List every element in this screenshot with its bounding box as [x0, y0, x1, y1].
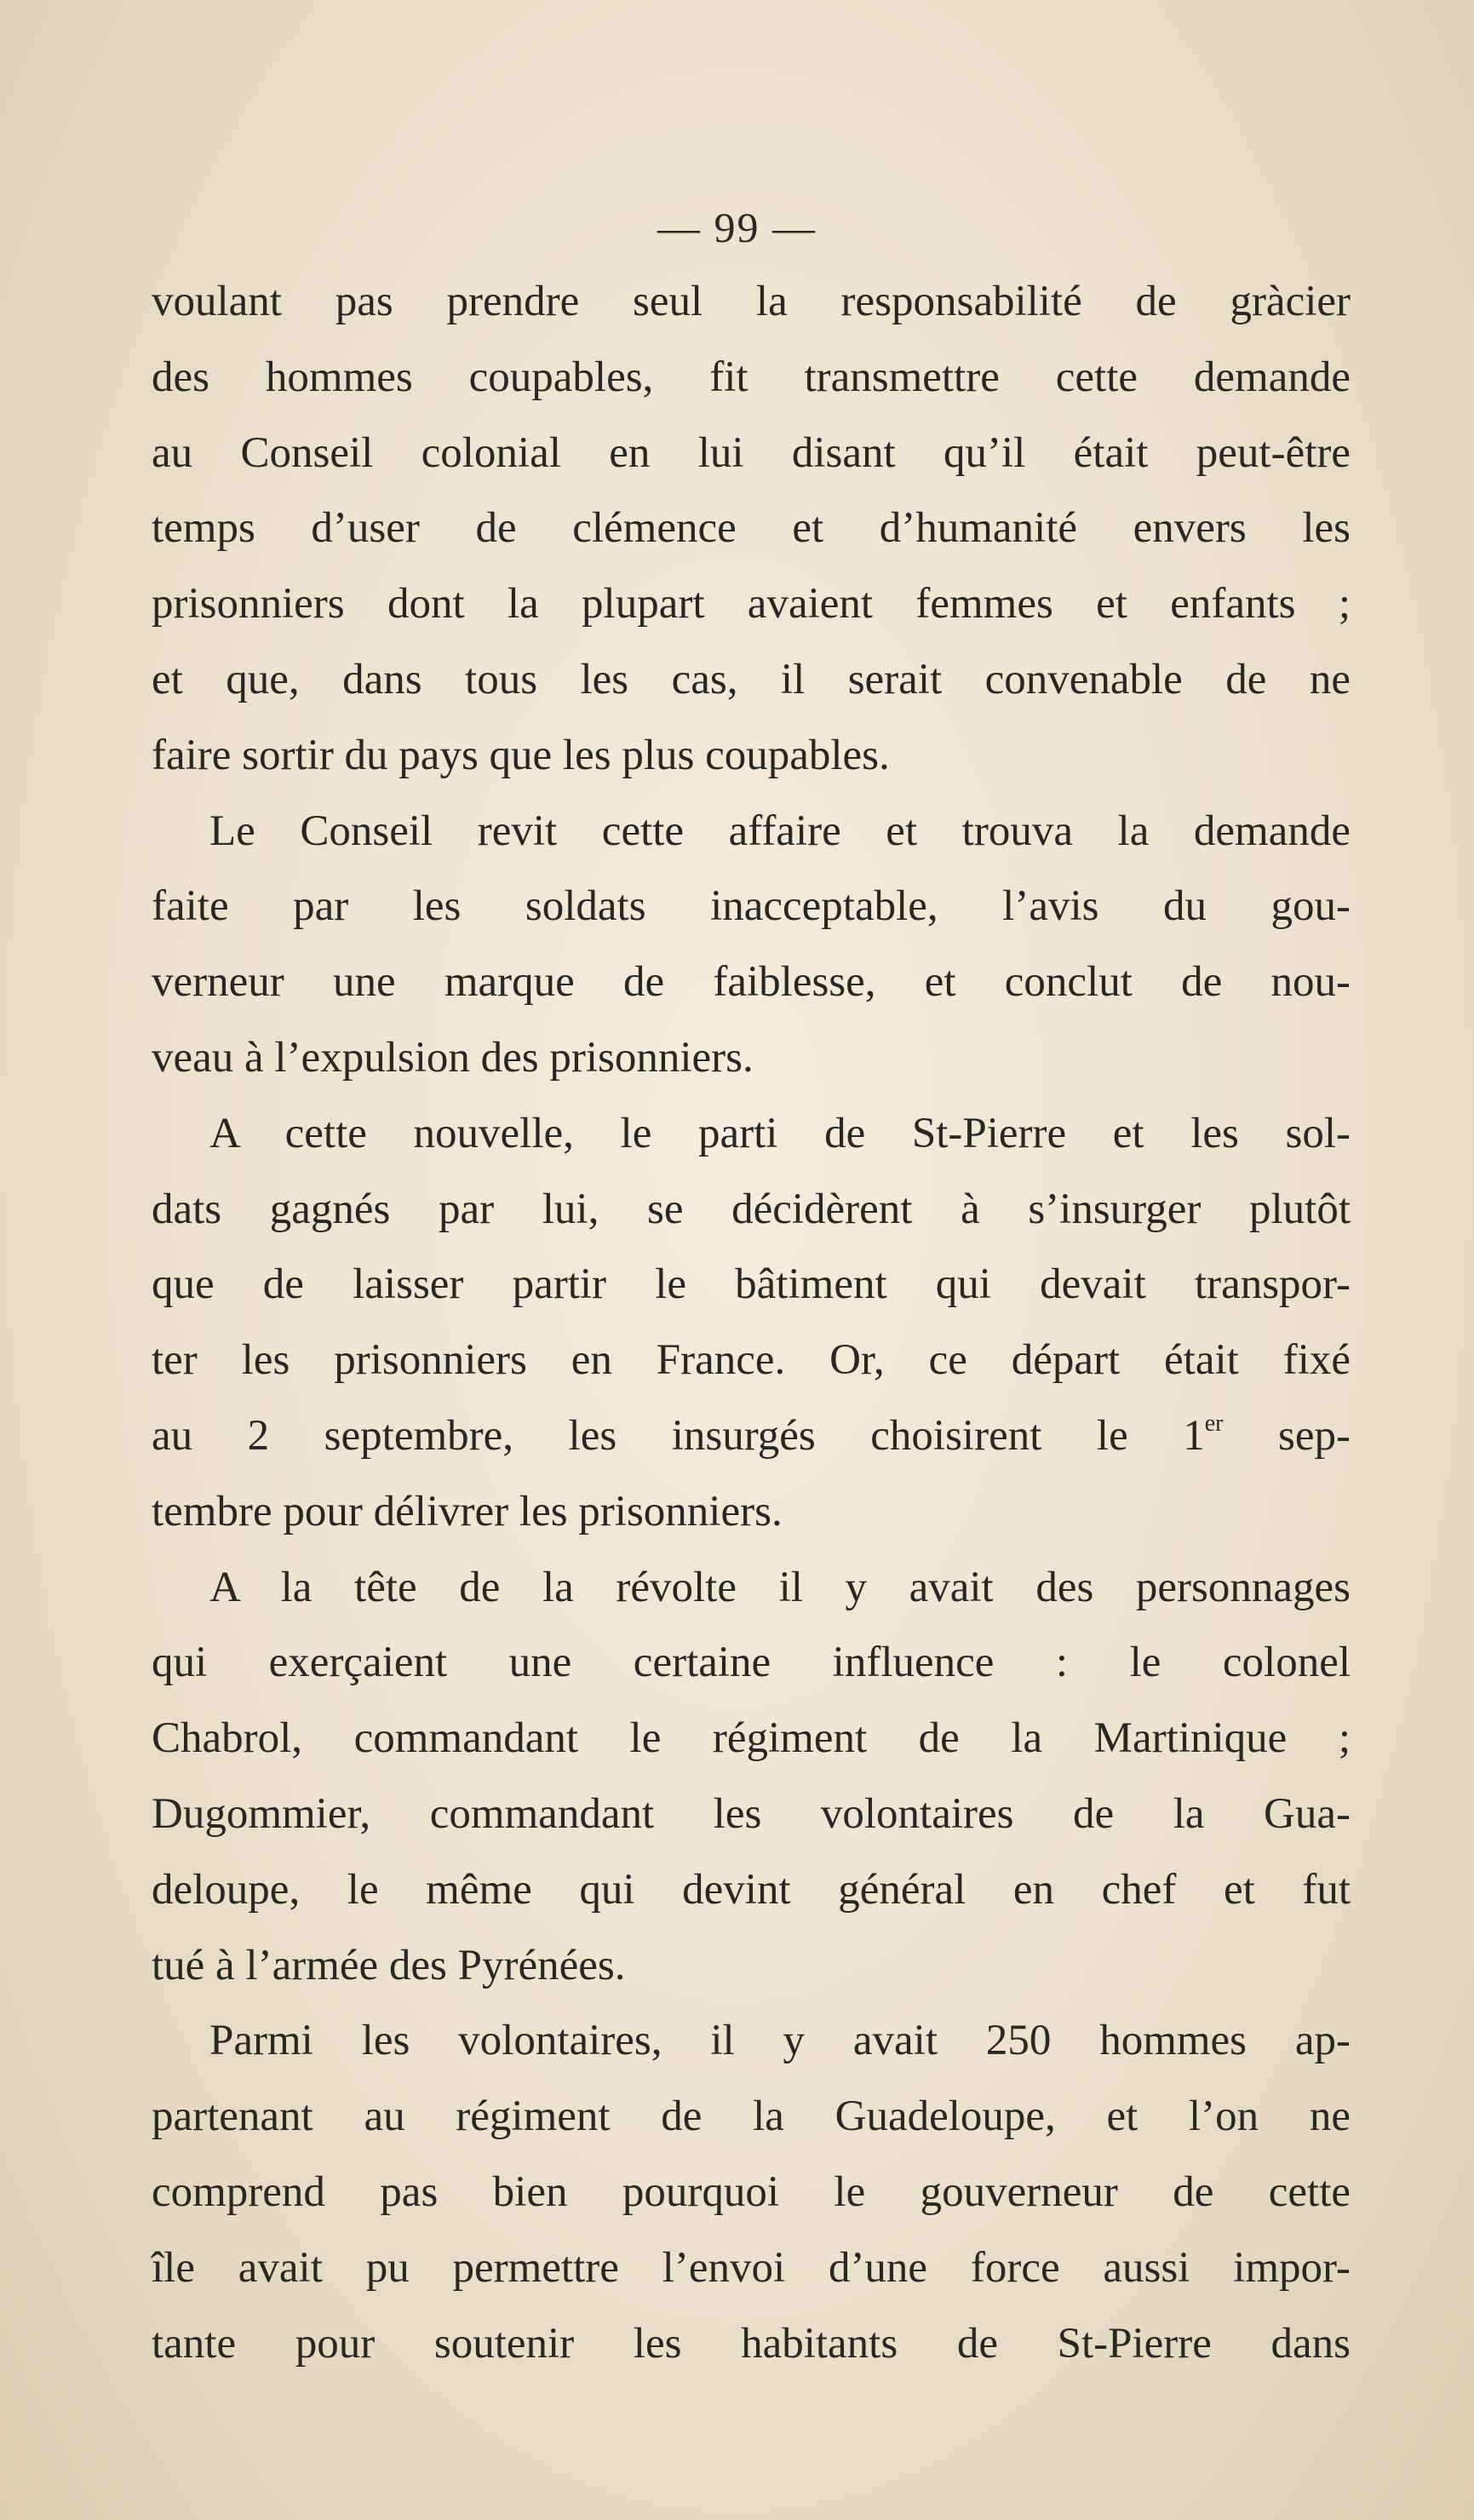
ordinal-superscript: er: [1204, 1409, 1224, 1437]
text-line: des hommes coupables, fit transmettre cette demande: [152, 353, 1351, 401]
text-line: Chabrol, commandant le régiment de la Martinique ;: [152, 1714, 1351, 1763]
text-line: comprend pas bien pourquoi le gouverneur de cette: [152, 2167, 1351, 2216]
text-line: temps d’user de clémence et d’humanité envers les: [152, 504, 1351, 553]
text-line: verneur une marque de faiblesse, et conclut de nou-: [152, 958, 1351, 1007]
text-line-start: au 2 septembre, les insurgés choisirent le 1: [152, 1411, 1205, 1460]
text-line: faite par les soldats inacceptable, l’avis du gou-: [152, 882, 1351, 931]
text-line: A cette nouvelle, le parti de St-Pierre et les sol-: [209, 1109, 1351, 1157]
text-line: île avait pu permettre l’envoi d’une force aussi impor-: [152, 2243, 1351, 2292]
text-line: A la tête de la révolte il y avait des personnages: [209, 1563, 1351, 1611]
text-line: prisonniers dont la plupart avaient femmes et enfants ;: [152, 580, 1351, 629]
text-line: ter les prisonniers en France. Or, ce départ était fixé: [152, 1336, 1351, 1385]
text-line: et que, dans tous les cas, il serait convenable de ne: [152, 655, 1351, 703]
text-line: Parmi les volontaires, il y avait 250 hommes ap-: [209, 2017, 1351, 2065]
text-line: Dugommier, commandant les volontaires de la Gua-: [152, 1789, 1351, 1838]
text-line: partenant au régiment de la Guadeloupe, et l’on ne: [152, 2092, 1351, 2141]
text-line: tembre pour délivrer les prisonniers.: [152, 1487, 783, 1536]
text-line-with-superscript: [152, 1398, 1351, 1474]
body-text: [152, 264, 1351, 2381]
text-line: que de laisser partir le bâtiment qui devait transpor-: [152, 1260, 1351, 1309]
text-line: Le Conseil revit cette affaire et trouva la demande: [209, 807, 1351, 855]
text-line: tante pour soutenir les habitants de St-Pierre dans: [152, 2319, 1351, 2368]
text-line: dats gagnés par lui, se décidèrent à s’insurger plutôt: [152, 1185, 1351, 1233]
text-line: faire sortir du pays que les plus coupables.: [152, 731, 890, 779]
page-number: — 99 —: [657, 204, 817, 251]
text-line: deloupe, le même qui devint général en chef et fut: [152, 1865, 1351, 1914]
text-line: tué à l’armée des Pyrénées.: [152, 1941, 626, 1989]
text-line: qui exerçaient une certaine influence : le colonel: [152, 1639, 1351, 1687]
text-line: veau à l’expulsion des prisonniers.: [152, 1033, 754, 1082]
text-line-end: sep-: [1223, 1411, 1351, 1460]
text-line: voulant pas prendre seul la responsabilité de gràcier: [152, 278, 1351, 325]
text-line: au Conseil colonial en lui disant qu’il était peut-être: [152, 428, 1351, 477]
